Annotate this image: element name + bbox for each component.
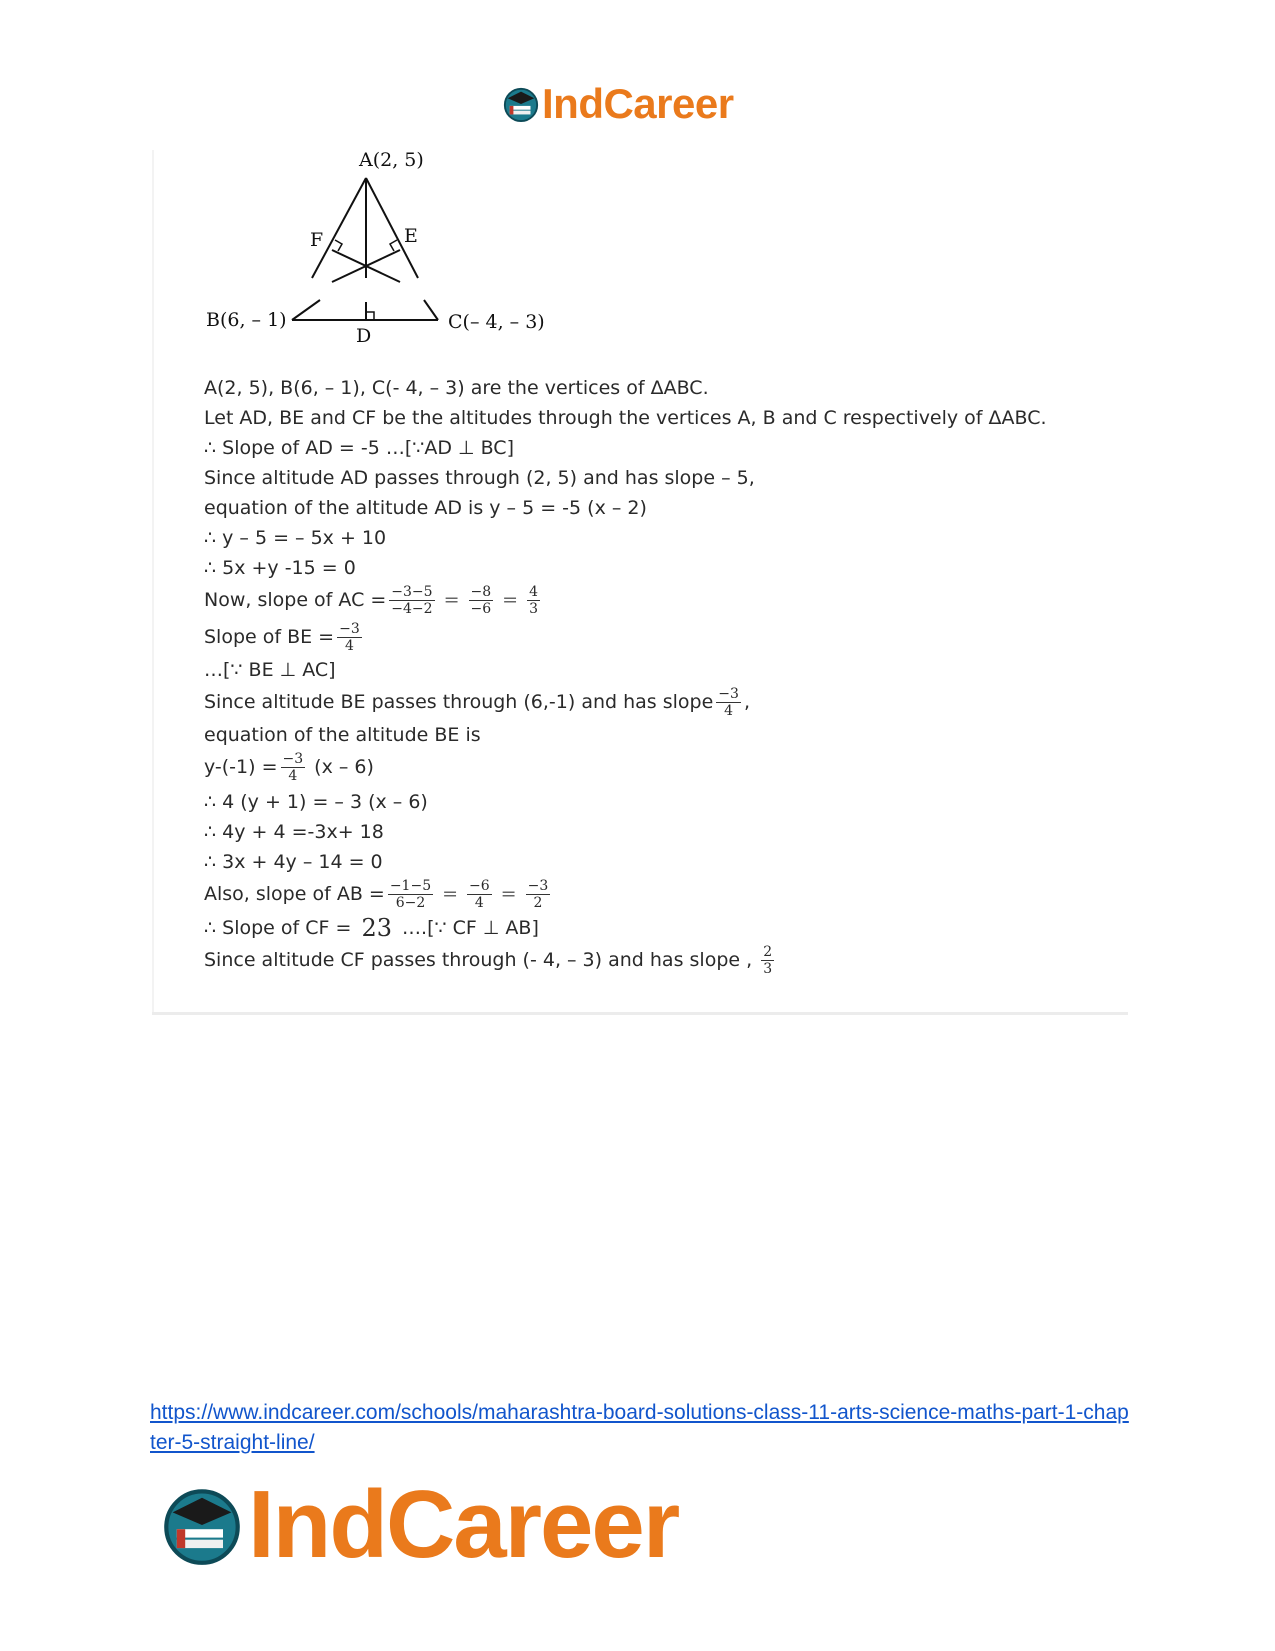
text-segment: Slope of BE = [204, 626, 335, 648]
fraction-denominator: 3 [529, 600, 538, 617]
text-line: equation of the altitude BE is [204, 724, 481, 746]
text-segment: Also, slope of AB = [204, 883, 385, 905]
fraction-denominator: 4 [344, 637, 354, 654]
fraction-numerator: −3 [527, 877, 549, 894]
fraction-denominator: 6−2 [395, 894, 426, 911]
equals-sign: = [502, 589, 519, 611]
text-segment: y-(-1) = [204, 756, 278, 778]
slope-be-line [204, 620, 365, 654]
be-equation-line [204, 750, 374, 784]
altitude-be-line [204, 685, 750, 719]
text-segment: Since altitude BE passes through (6,-1) and has slope [204, 691, 714, 713]
text-line: ∴ 4y + 4 =-3x+ 18 [204, 821, 384, 843]
fraction-numerator: −6 [469, 877, 490, 894]
fraction-denominator: −6 [470, 600, 492, 617]
text-line: Since altitude AD passes through (2, 5) and has slope – 5, [204, 467, 755, 489]
fraction-numerator: −3−5 [391, 583, 433, 600]
label-e: E [404, 225, 418, 247]
text-line: ∴ Slope of AD = -5 …[∵AD ⊥ BC] [204, 437, 514, 459]
fraction [527, 585, 540, 616]
label-a: A(2, 5) [359, 150, 424, 171]
fraction [761, 945, 774, 976]
text-line: …[∵ BE ⊥ AC] [204, 659, 336, 681]
fraction-numerator: −3 [718, 685, 739, 702]
fraction [337, 622, 362, 653]
slope-cf-line [204, 915, 539, 941]
brand-name: IndCareer [542, 80, 734, 127]
fraction [388, 879, 433, 910]
fraction-numerator: −3 [339, 620, 360, 637]
graduation-globe-icon [160, 1483, 244, 1567]
fraction-numerator: −1−5 [389, 877, 432, 894]
text-segment: Now, slope of AC = [204, 589, 387, 611]
fraction [716, 687, 741, 718]
fraction-denominator: 2 [533, 894, 543, 911]
fraction-denominator: −4−2 [391, 600, 433, 617]
equals-sign: = [500, 883, 517, 905]
label-c: C(– 4, – 3) [448, 311, 545, 333]
fraction [469, 585, 494, 616]
slope-ac-line [204, 583, 543, 617]
slope-value: 23 [361, 914, 392, 942]
label-b: B(6, – 1) [206, 309, 287, 331]
text-line: ∴ 4 (y + 1) = – 3 (x – 6) [204, 791, 428, 813]
text-line: equation of the altitude AD is y – 5 = -5 (x – 2) [204, 497, 647, 519]
fraction-numerator: 4 [529, 583, 538, 600]
fraction-denominator: 4 [474, 894, 484, 911]
fraction-denominator: 4 [724, 702, 734, 719]
text-line: A(2, 5), B(6, – 1), C(- 4, – 3) are the vertices of ΔABC. [204, 377, 709, 399]
fraction [389, 585, 434, 616]
fraction-numerator: −8 [470, 583, 492, 600]
label-f: F [310, 229, 324, 251]
altitude-cf-line [204, 943, 777, 977]
equals-sign: = [443, 589, 460, 611]
brand-name: IndCareer [248, 1471, 679, 1578]
text-segment: , [743, 691, 750, 713]
text-line: ∴ y – 5 = – 5x + 10 [204, 527, 387, 549]
text-segment: ….[∵ CF ⊥ AB] [395, 917, 539, 939]
fraction [281, 752, 306, 783]
fraction-denominator: 4 [288, 767, 298, 784]
equals-sign: = [442, 883, 459, 905]
text-segment: Since altitude CF passes through (- 4, – 3) and has slope , [204, 949, 759, 971]
graduation-globe-icon [502, 85, 540, 123]
header-logo [502, 80, 734, 128]
fraction [526, 879, 551, 910]
text-line: ∴ 3x + 4y – 14 = 0 [204, 851, 383, 873]
fraction-numerator: 2 [763, 943, 773, 960]
label-d: D [356, 325, 372, 347]
fraction-numerator: −3 [282, 750, 304, 767]
fraction [467, 879, 492, 910]
solution-card [152, 150, 1128, 1015]
text-line: Let AD, BE and CF be the altitudes through the vertices A, B and C respectively of ΔABC. [204, 407, 1047, 429]
text-segment: (x – 6) [308, 756, 374, 778]
triangle-figure [152, 150, 772, 365]
text-line: ∴ 5x +y -15 = 0 [204, 557, 356, 579]
fraction-denominator: 3 [763, 960, 773, 977]
text-segment: ∴ Slope of CF = [204, 917, 358, 939]
source-url-link[interactable]: https://www.indcareer.com/schools/maharashtra-board-solutions-class-11-arts-science-maths-part-1-chapter-5-straight-line/ [150, 1401, 1129, 1454]
slope-ab-line [204, 877, 553, 911]
footer-logo [160, 1470, 678, 1580]
